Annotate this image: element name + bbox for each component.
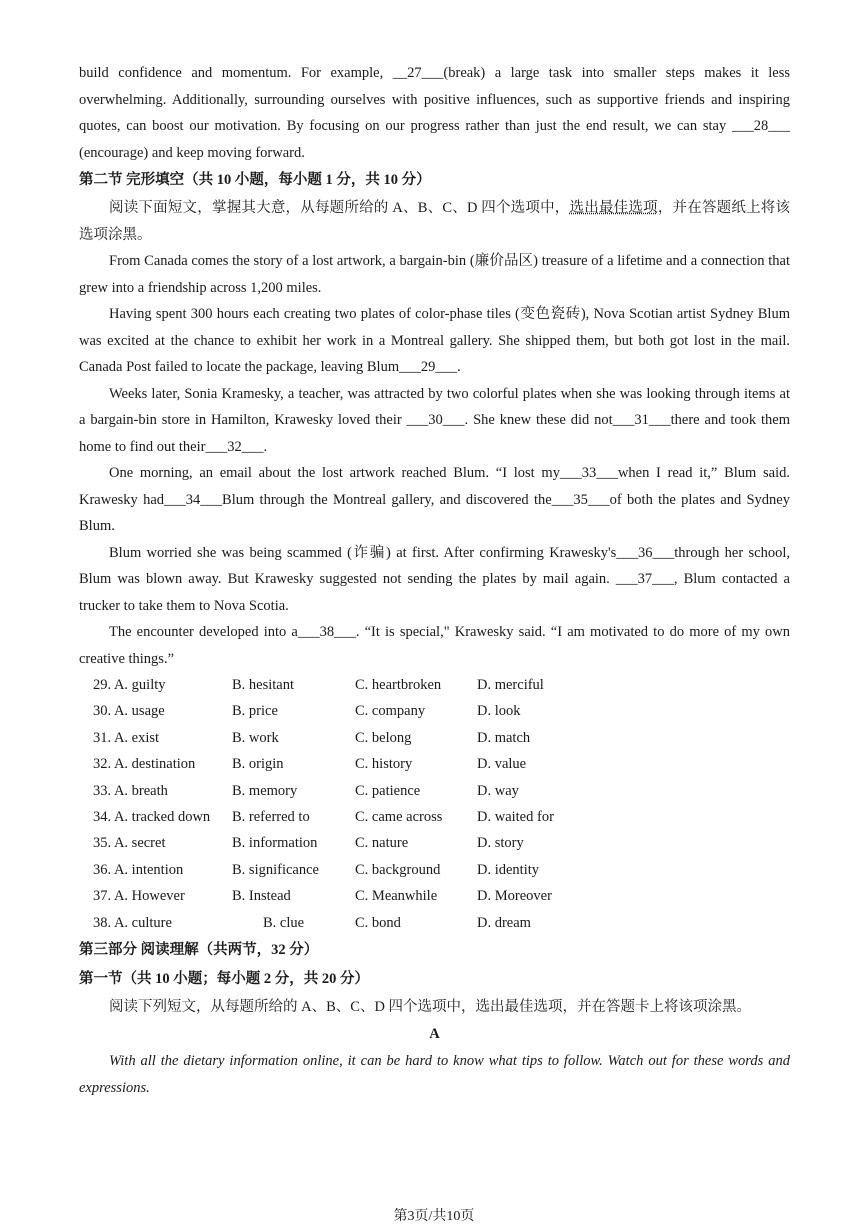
option-a: 36. A. intention [93,861,184,878]
option-b: B. memory [232,782,298,799]
option-row [93,672,790,698]
option-d: D. look [477,703,521,720]
passage-paragraph: The encounter developed into a___38___. “It is special," Krawesky said. “I am motivated to do more of my own creative things.” [79,624,790,667]
option-a: 29. A. guilty [93,677,166,693]
option-row [93,830,790,856]
option-c: C. Meanwhile [355,888,438,905]
page-footer: 第3页/共10页 [393,1209,475,1224]
option-c: C. history [355,756,413,773]
option-row [93,910,790,936]
instruction-text: ，并在答题纸上将该选项涂黑。 [79,200,791,243]
passage-paragraph: From Canada comes the story of a lost artwork, a bargain-bin (廉价品区) treasure of a lifetime and a connection that grew into a friendship across 1,200 miles. [79,253,790,296]
option-c: C. nature [355,835,409,852]
option-b: B. price [232,703,278,720]
option-row [93,698,790,724]
option-a: 31. A. exist [93,729,160,746]
option-row [93,778,790,804]
option-d: D. way [477,782,519,799]
option-a: 35. A. secret [93,835,166,852]
option-b: B. work [232,729,279,746]
option-b: B. information [232,835,318,852]
passage-intro: With all the dietary information online, it can be hard to know what tips to follow. Watch out for these words and expressions. [79,1053,790,1096]
option-d: D. dream [477,914,531,931]
option-d: D. story [477,835,524,852]
intro-paragraph: build confidence and momentum. For example, __27___(break) a large task into smaller steps makes it less overwhelming. Additionally, surrounding ourselves with positive influences, such as supportive friends and inspiring quotes, can boost our motivation. By focusing on our progress rather than just the end result, we can stay ___28___ (encourage) and keep moving forward. [79,65,790,161]
option-d: D. waited for [477,808,554,825]
option-a: 33. A. breath [93,782,168,799]
option-c: C. patience [355,782,421,799]
part3-section1-heading: 第一节（共 10 小题；每小题 2 分，共 20 分） [79,970,369,987]
document-page [79,60,790,1101]
section2-instruction [79,195,790,248]
part3-instruction: 阅读下列短文，从每题所给的 A、B、C、D 四个选项中，选出最佳选项，并在答题卡上将该项涂黑。 [109,998,752,1015]
option-a: 37. A. However [93,888,185,905]
option-b: B. hesitant [232,677,295,693]
option-row [93,804,790,830]
option-b: B. Instead [232,888,291,905]
option-b: B. origin [232,756,284,773]
option-c: C. came across [355,808,443,825]
option-d: D. identity [477,861,540,878]
option-c: C. company [355,703,426,720]
option-row [93,857,790,883]
instruction-text: 阅读下面短文，掌握其大意，从每题所给的 A、B、C、D 四个选项中， [109,200,570,216]
passage-paragraph: Weeks later, Sonia Kramesky, a teacher, was attracted by two colorful plates when she was looking through items at a bargain-bin store in Hamilton, Krawesky loved their ___30___. She knew these did not___31___there and took them home to find out their___32___. [79,385,790,455]
option-c: C. belong [355,729,412,746]
option-row [93,883,790,909]
option-c: C. background [355,861,441,878]
option-b: B. significance [232,861,319,878]
option-d: D. match [477,729,531,746]
option-a: 30. A. usage [93,703,165,720]
option-d: D. Moreover [477,888,552,905]
passage-label: A [429,1026,440,1043]
option-a: 32. A. destination [93,756,196,773]
passage-paragraph: Blum worried she was being scammed (诈骗) at first. After confirming Krawesky's___36___through her school, Blum was blown away. But Krawesky suggested not sending the plates by mail again. ___37___, Blum contacted a trucker to take them to Nova Scotia. [79,544,790,614]
option-a: 38. A. culture [93,914,172,931]
passage-paragraph: Having spent 300 hours each creating two plates of color-phase tiles (变色瓷砖), Nova Scotian artist Sydney Blum was excited at the chance to exhibit her work in a Montreal gallery. She shipped them, but both got lost in the mail. Canada Post failed to locate the package, leaving Blum___29___. [79,306,790,375]
option-c: C. bond [355,914,401,931]
option-b: B. referred to [232,808,310,825]
option-b: B. clue [263,914,305,931]
option-d: D. value [477,756,527,773]
option-d: D. merciful [477,677,544,693]
option-a: 34. A. tracked down [93,808,211,825]
section2-heading: 第二节 完形填空（共 10 小题，每小题 1 分，共 10 分） [79,172,431,188]
passage-paragraph: One morning, an email about the lost artwork reached Blum. “I lost my___33___when I read it,” Blum said. Krawesky had___34___Blum through the Montreal gallery, and discovered the___35___of both the plates and Sydney Blum. [79,465,790,534]
instruction-emphasis: 选出最佳选项 [569,200,658,216]
option-c: C. heartbroken [355,677,442,693]
option-row [93,751,790,777]
option-row [93,725,790,751]
part3-heading: 第三部分 阅读理解（共两节，32 分） [79,941,319,958]
options-list [93,672,790,936]
